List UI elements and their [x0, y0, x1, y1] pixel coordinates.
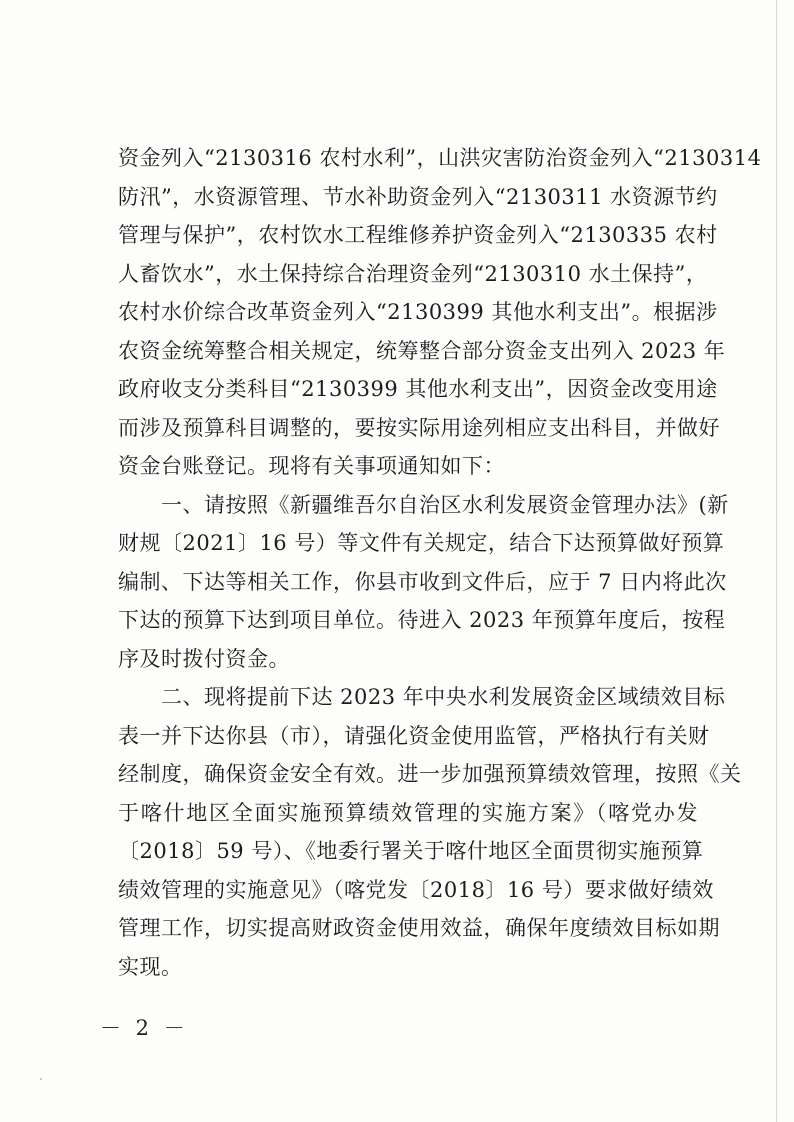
body-line: 二、现将提前下达 2023 年中央水利发展资金区域绩效目标 — [118, 685, 726, 709]
document-body — [118, 139, 762, 986]
body-line: 序及时拨付资金。 — [118, 646, 290, 671]
body-line: 政府收支分类科目“2130399 其他水利支出”，因资金改变用途 — [118, 377, 718, 401]
body-line: 于喀什地区全面实施预算绩效管理的实施方案》（喀党办发 — [118, 800, 698, 825]
body-line: 人畜饮水”，水土保持综合治理资金列“2130310 水土保持”， — [118, 261, 708, 286]
body-line: 资金列入“2130316 农村水利”，山洪灾害防治资金列入“2130314 — [118, 146, 762, 170]
body-line: 资金台账登记。现将有关事项通知如下： — [118, 454, 505, 478]
body-line: 〔2018〕59 号）、《地委行署关于喀什地区全面贯彻实施预算 — [118, 839, 704, 863]
body-line: 实现。 — [118, 954, 183, 979]
body-line: 管理工作，切实提高财政资金使用效益，确保年度绩效目标如期 — [118, 916, 720, 940]
body-line: 而涉及预算科目调整的，要按实际用途列相应支出科目，并做好 — [118, 415, 720, 440]
body-line: 下达的预算下达到项目单位。待进入 2023 年预算年度后，按程 — [118, 608, 726, 632]
scan-edge-line — [776, 0, 777, 1122]
body-line: 防汛”，水资源管理、节水补助资金列入“2130311 水资源节约 — [118, 184, 718, 209]
body-line: 绩效管理的实施意见》（喀党发〔2018〕16 号）要求做好绩效 — [118, 877, 714, 902]
body-line: 农资金统筹整合相关规定，统筹整合部分资金支出列入 2023 年 — [118, 338, 726, 363]
body-line: 农村水价综合改革资金列入“2130399 其他水利支出”。根据涉 — [118, 300, 718, 324]
body-line: 编制、下达等相关工作，你县市收到文件后，应于 7 日内将此次 — [118, 569, 727, 594]
page-number: － 2 － — [100, 1016, 189, 1040]
scan-speck — [40, 1078, 42, 1080]
body-line: 财规〔2021〕16 号）等文件有关规定，结合下达预算做好预算 — [118, 531, 725, 555]
body-line: 管理与保护”，农村饮水工程维修养护资金列入“2130335 农村 — [118, 223, 718, 247]
body-line: 一、请按照《新疆维吾尔自治区水利发展资金管理办法》(新 — [118, 492, 729, 517]
body-line: 经制度，确保资金安全有效。进一步加强预算绩效管理，按照《关 — [118, 762, 742, 786]
body-line: 表一并下达你县（市），请强化资金使用监管，严格执行有关财 — [118, 723, 710, 748]
